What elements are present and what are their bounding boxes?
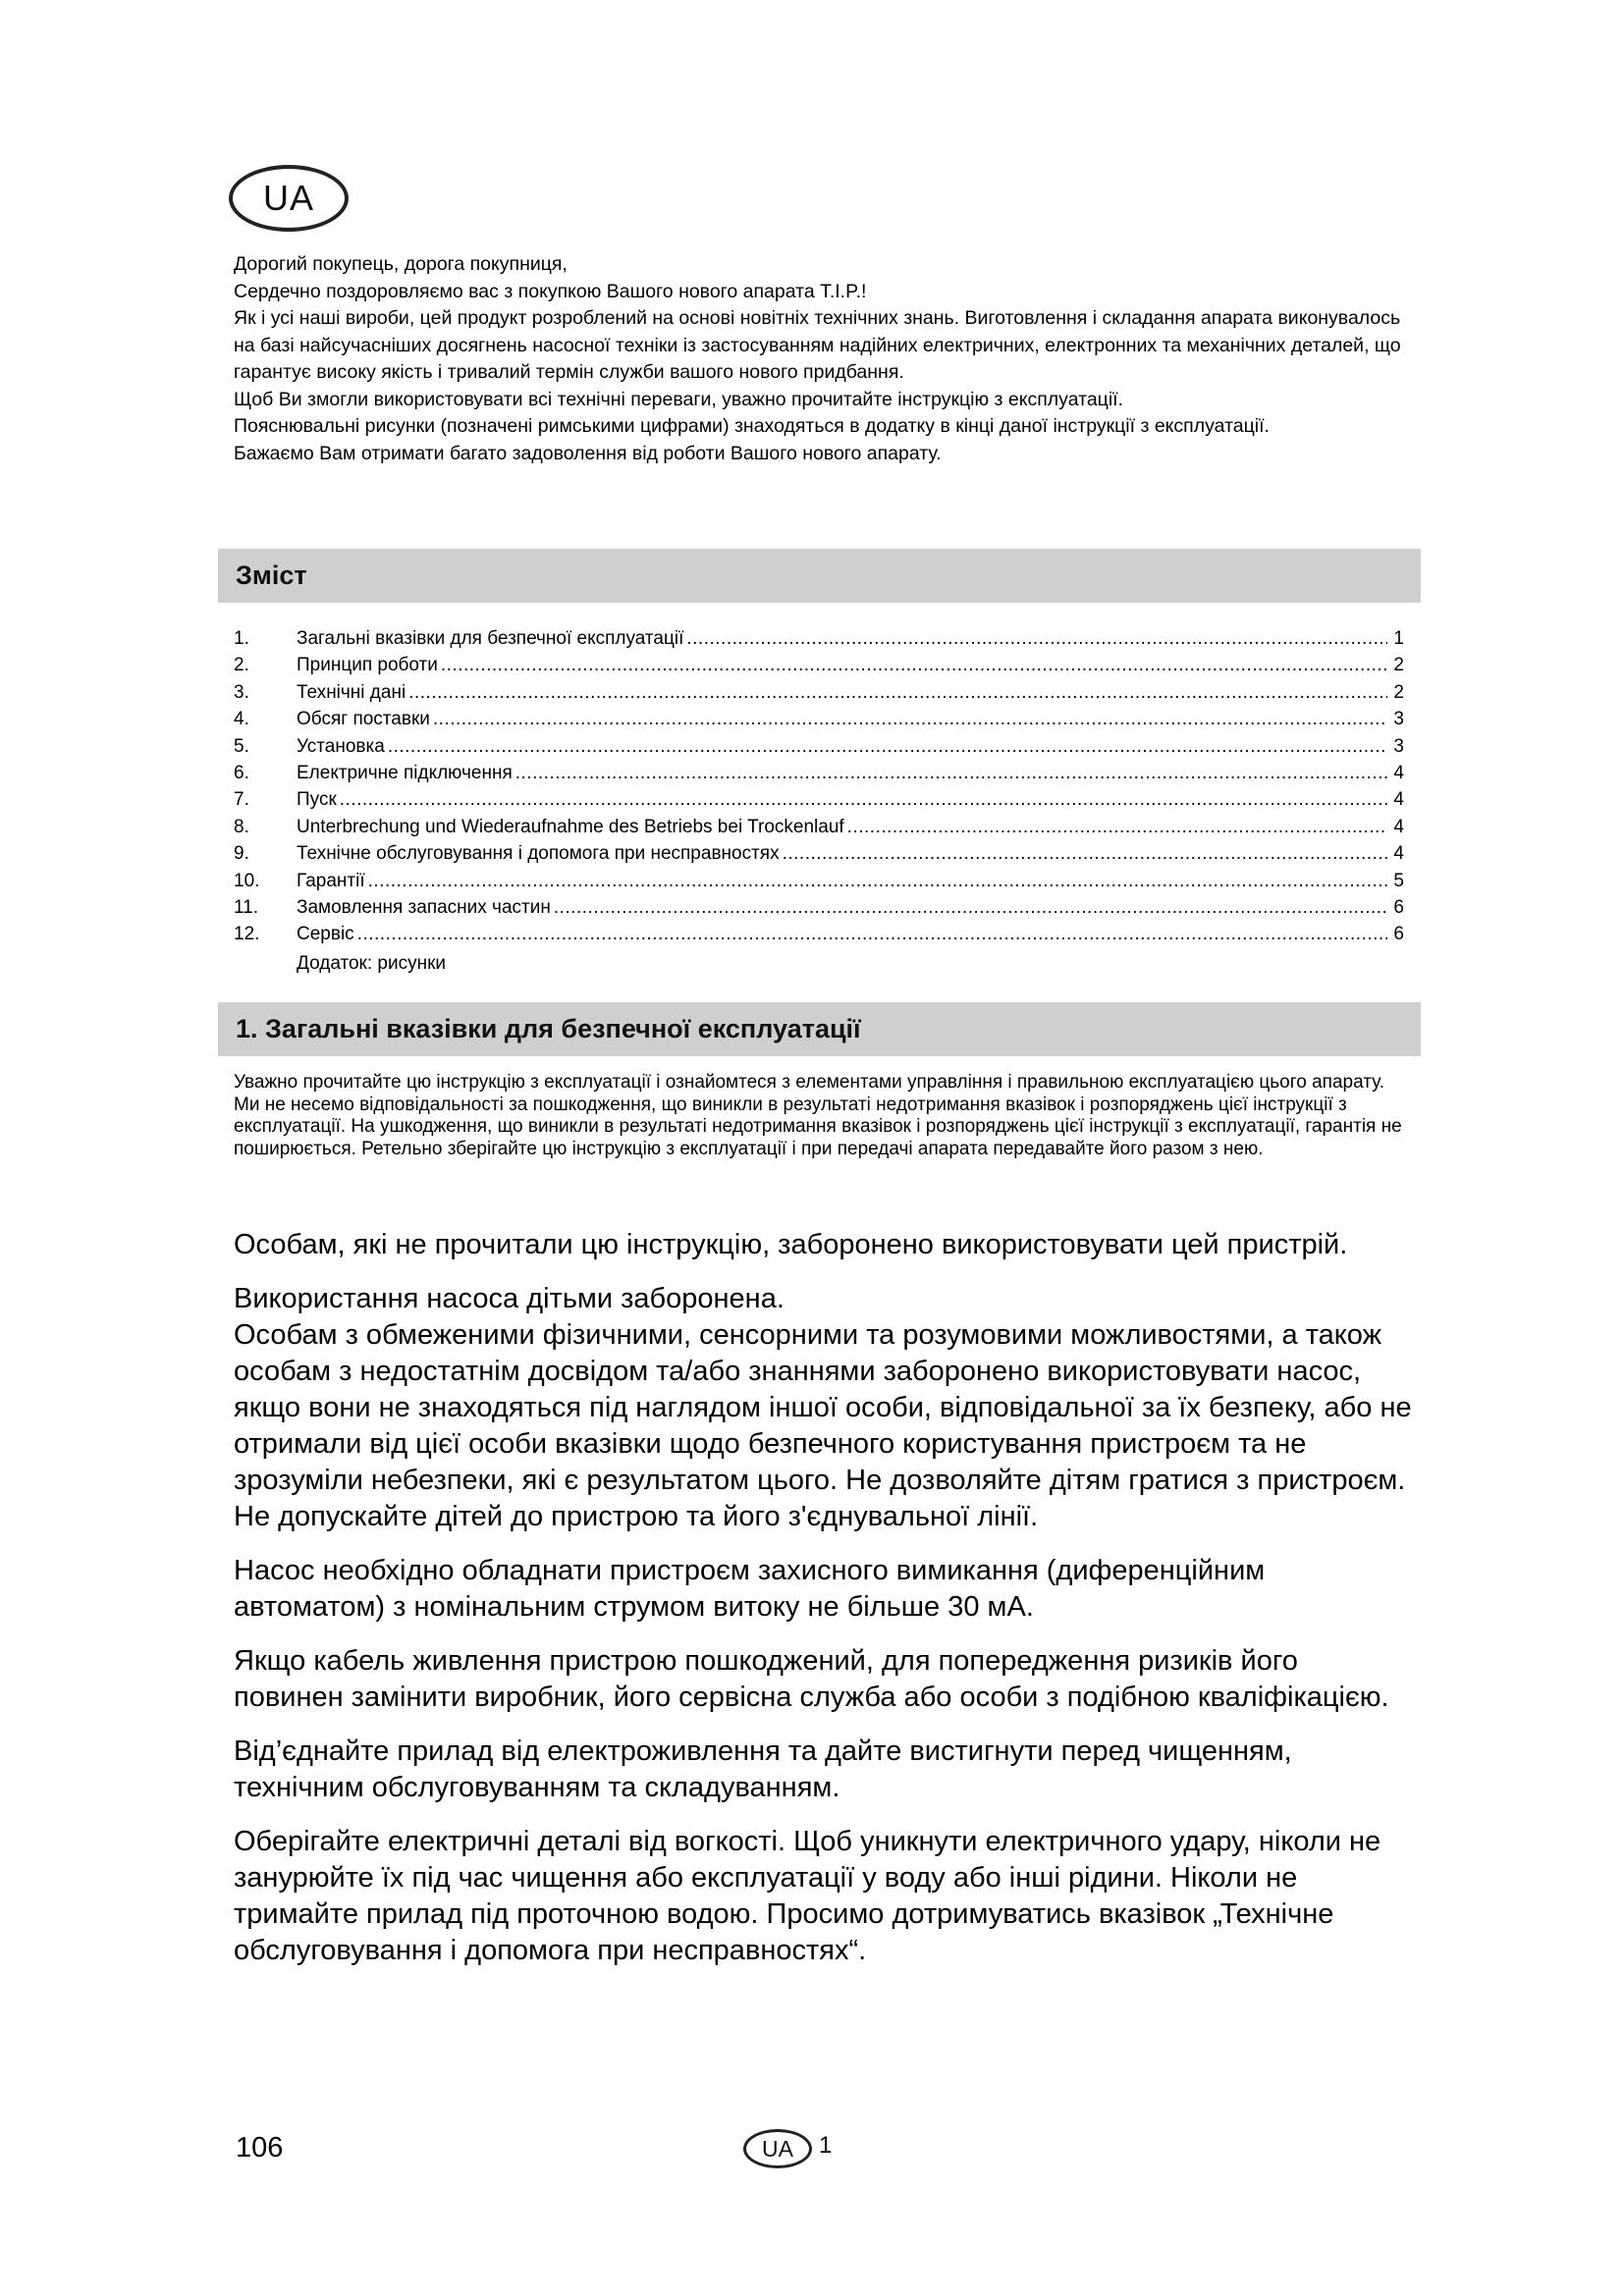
toc-leader-dots [686, 628, 1387, 650]
section-1-intro: Уважно прочитайте цю інструкцію з експлуатації і ознайомтеся з елементами управління і правильною експлуатацією цього апарату. Ми не несемо відповідальності за пошкодження, що виникли в результаті недотримання вказівок і розпоряджень цієї інструкції з експлуатації. На ушкодження, що виникли в результаті недотримання вказівок і розпоряджень цієї інструкції з експлуатації, гарантія не поширюється. Ретельно зберігайте цю інструкцію з експлуатації і при передачі апарата передавайте його разом з нею. [234, 1072, 1402, 1159]
section-1-heading [218, 1002, 1421, 1056]
toc-item-title: Гарантії [297, 870, 365, 891]
toc-item-title: Обсяг поставки [297, 709, 430, 730]
safety-paragraph: Використання насоса дітьми заборонена. Особам з обмеженими фізичними, сенсорними та розумовими можливостями, а також особам з недостатнім досвідом та/або знаннями заборонено використовувати насос, якщо вони не знаходяться під наглядом іншої особи, відповідальної за їх безпеку, або не отримали від цієї особи вказівки щодо безпечного користування пристроєм та не зрозуміли небезпеки, які є результатом цього. Не дозволяйте дітям гратися з пристроєм. Не допускайте дітей до пристрою та його з'єднувальної лінії. [234, 1283, 1412, 1532]
toc-heading-label: Зміст [236, 561, 307, 590]
toc-item[interactable] [234, 628, 1404, 655]
intro-paragraph: Бажаємо Вам отримати багато задоволення від роботи Вашого нового апарату. [234, 442, 942, 464]
toc-item[interactable] [234, 817, 1404, 843]
intro-paragraph: Пояснювальні рисунки (позначені римськими цифрами) знаходяться в додатку в кінці даної інструкції з експлуатації. [234, 415, 1270, 437]
toc-item-title: Принцип роботи [297, 655, 438, 676]
safety-paragraph: Від’єднайте прилад від електроживлення та дайте вистигнути перед чищенням, технічним обслуговуванням та складуванням. [234, 1735, 1292, 1803]
toc-item-number: 5. [234, 735, 249, 757]
toc-item-title: Пуск [297, 789, 337, 811]
intro-paragraph: Сердечно поздоровляємо вас з покупкою Вашого нового апарата T.I.P.! [234, 280, 867, 302]
toc-item-number: 12. [234, 924, 260, 945]
toc-item-title: Загальні вказівки для безпечної експлуатації [297, 628, 684, 649]
toc-item-title: Технічні дані [297, 681, 406, 703]
toc-item-page: 4 [1393, 816, 1404, 837]
toc-item-number: 1. [234, 628, 249, 649]
safety-paragraph: Особам, які не прочитали цю інструкцію, заборонено використовувати цей пристрій. [234, 1229, 1348, 1260]
section-page-number: 1 [819, 2132, 833, 2159]
toc-item-number: 11. [234, 896, 259, 918]
toc-item-number: 3. [234, 681, 249, 703]
intro-paragraph: Щоб Ви змогли використовувати всі технічні переваги, уважно прочитайте інструкцію з експлуатації. [234, 388, 1124, 410]
toc-leader-dots [441, 655, 1387, 676]
toc-item-page: 1 [1393, 628, 1404, 649]
toc-item-number: 10. [234, 870, 260, 891]
toc-item-number: 6. [234, 762, 249, 783]
toc-item-title: Замовлення запасних частин [297, 896, 551, 918]
toc-item-title: Установка [297, 735, 385, 757]
intro-paragraph: Як і усі наші вироби, цей продукт розроблений на основі новітніх технічних знань. Виготовлення і складання апарата виконувалось на базі найсучасніших досягнень насосної техніки із застосуванням надійних електричних, електронних та механічних деталей, що гарантує високу якість і тривалий термін служби вашого нового придбання. [234, 307, 1401, 383]
toc-item-page: 3 [1393, 735, 1404, 757]
toc-leader-dots [340, 789, 1387, 811]
safety-paragraph: Оберігайте електричні деталі від вогкості. Щоб уникнути електричного удару, ніколи не занурюйте їх під час чищення або експлуатації у воду або інші рідини. Ніколи не тримайте прилад під проточною водою. Просимо дотримуватись вказівок „Технічне обслуговування і допомога при несправностях“. [234, 1826, 1381, 1966]
toc-item-page: 6 [1393, 896, 1404, 918]
toc-heading [218, 549, 1421, 603]
safety-paragraph: Якщо кабель живлення пристрою пошкоджений, для попередження ризиків його повинен замінити виробник, його сервісна служба або особи з подібною кваліфікацією. [234, 1645, 1389, 1713]
toc-item-page: 4 [1393, 762, 1404, 783]
footer-badge-label: UA [762, 2135, 793, 2162]
toc-item[interactable] [234, 736, 1404, 763]
toc-annex[interactable]: Додаток: рисунки [297, 952, 446, 974]
toc-item-title: Технічне обслуговування і допомога при несправностях [297, 843, 780, 865]
country-badge-label: UA [262, 178, 314, 218]
toc-item-number: 7. [234, 789, 249, 811]
toc-item-page: 6 [1393, 924, 1404, 945]
toc-item-title: Unterbrechung und Wiederaufnahme des Betriebs bei Trockenlauf [297, 816, 844, 837]
toc-item-title: Електричне підключення [297, 762, 513, 783]
toc-leader-dots [847, 817, 1387, 838]
toc-item-page: 2 [1393, 655, 1404, 676]
toc-item-page: 3 [1393, 709, 1404, 730]
safety-instructions [234, 1227, 1412, 1987]
toc-item[interactable] [234, 763, 1404, 789]
toc-leader-dots [433, 709, 1387, 730]
toc-leader-dots [515, 763, 1387, 784]
section-1-heading-label: 1. Загальні вказівки для безпечної експлуатації [236, 1014, 861, 1043]
toc-leader-dots [408, 682, 1387, 704]
toc-item-page: 4 [1393, 789, 1404, 811]
toc-item[interactable] [234, 655, 1404, 681]
page-number: 106 [236, 2132, 284, 2163]
toc-leader-dots [357, 924, 1387, 945]
toc-item[interactable] [234, 871, 1404, 897]
country-badge [229, 165, 349, 232]
intro-paragraph: Дорогий покупець, дорога покупниця, [234, 253, 568, 275]
toc-leader-dots [783, 843, 1387, 865]
toc-item[interactable] [234, 789, 1404, 816]
footer-country-badge [743, 2129, 812, 2168]
toc-leader-dots [554, 897, 1387, 919]
toc-leader-dots [368, 871, 1387, 892]
toc-item-number: 8. [234, 816, 249, 837]
toc-item-page: 4 [1393, 843, 1404, 865]
toc-item[interactable] [234, 843, 1404, 870]
toc-item-number: 9. [234, 843, 249, 865]
table-of-contents [234, 628, 1404, 975]
toc-leader-dots [388, 736, 1387, 758]
toc-item-page: 2 [1393, 681, 1404, 703]
toc-item-number: 2. [234, 655, 249, 676]
toc-item[interactable] [234, 897, 1404, 924]
toc-item[interactable] [234, 924, 1404, 950]
toc-item-page: 5 [1393, 870, 1404, 891]
toc-item-title: Сервіс [297, 924, 354, 945]
intro-text [234, 251, 1412, 467]
toc-item[interactable] [234, 682, 1404, 709]
toc-item[interactable] [234, 709, 1404, 735]
safety-paragraph: Насос необхідно обладнати пристроєм захисного вимикання (диференційним автоматом) з номінальним струмом витоку не більше 30 мА. [234, 1555, 1266, 1623]
toc-item-number: 4. [234, 709, 249, 730]
